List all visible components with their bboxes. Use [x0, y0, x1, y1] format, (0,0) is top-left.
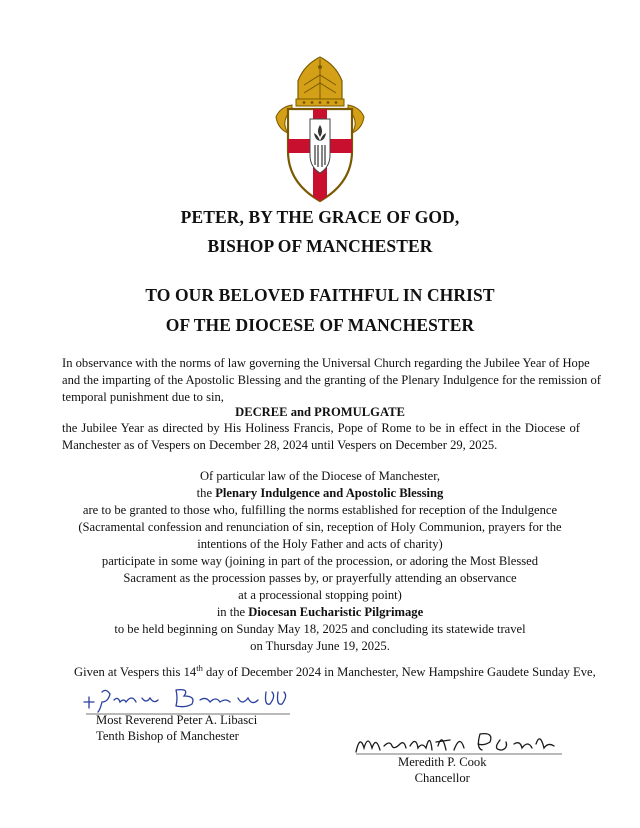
particular-line-4: (Sacramental confession and renunciation of sin, reception of Holy Communion, prayers for the: [78, 520, 562, 534]
bishop-title: Tenth Bishop of Manchester: [96, 729, 239, 743]
particular-line-10: to be held beginning on Sunday May 18, 2025 and concluding its statewide travel: [114, 622, 526, 636]
intro-line-2: and the imparting of the Apostolic Blessing and the granting of the Plenary Indulgence for the remission of: [62, 373, 601, 387]
particular-line-5: intentions of the Holy Father and acts of charity): [197, 537, 443, 551]
chancellor-name: Meredith P. Cook: [398, 755, 487, 769]
chancellor-signature-block: [398, 754, 487, 786]
heading-line-2: BISHOP OF MANCHESTER: [207, 236, 433, 256]
particular-line-3: are to be granted to those who, fulfilling the norms established for reception of the Indulgence: [82, 503, 558, 517]
particular-line-11: on Thursday June 19, 2025.: [250, 639, 390, 653]
particular-line-6: participate in some way (joining in part of the procession, or adoring the Most Blessed: [101, 554, 539, 568]
given-at-line: Given at Vespers this 14th day of December 2024 in Manchester, New Hampshire Gaudete Sunday Eve,: [74, 662, 596, 679]
intro-line-1: In observance with the norms of law governing the Universal Church regarding the Jubilee Year of Hope: [62, 356, 590, 370]
bishop-signature-block: [96, 712, 257, 744]
diocese-coat-of-arms-icon: [268, 55, 372, 203]
address-line-2: OF THE DIOCESE OF MANCHESTER: [165, 315, 475, 335]
particular-line-2: the Plenary Indulgence and Apostolic Blessing: [196, 486, 444, 500]
heading-line-1: PETER, BY THE GRACE OF GOD,: [180, 207, 460, 227]
particular-line-9: in the Diocesan Eucharistic Pilgrimage: [216, 605, 424, 619]
particular-line-8: at a processional stopping point): [238, 588, 402, 602]
bishop-name: Most Reverend Peter A. Libasci: [96, 713, 258, 727]
particular-line-1: Of particular law of the Diocese of Manchester,: [199, 469, 441, 483]
address-line-1: TO OUR BELOVED FAITHFUL IN CHRIST: [145, 285, 495, 305]
jubilee-line-2: Manchester as of Vespers on December 28, 2024 until Vespers on December 29, 2025.: [62, 438, 498, 452]
plenary-indulgence-label: Plenary Indulgence and Apostolic Blessing: [215, 486, 444, 500]
jubilee-line-1: the Jubilee Year as directed by His Holiness Francis, Pope of Rome to be in effect in the Diocese of: [62, 421, 580, 435]
decree-heading: DECREE and PROMULGATE: [235, 405, 405, 419]
particular-line-7: Sacrament as the procession passes by, or prayerfully attending an observance: [123, 571, 517, 585]
chancellor-title: Chancellor: [414, 771, 470, 785]
intro-line-3: temporal punishment due to sin,: [62, 390, 224, 404]
eucharistic-pilgrimage-label: Diocesan Eucharistic Pilgrimage: [248, 605, 424, 619]
